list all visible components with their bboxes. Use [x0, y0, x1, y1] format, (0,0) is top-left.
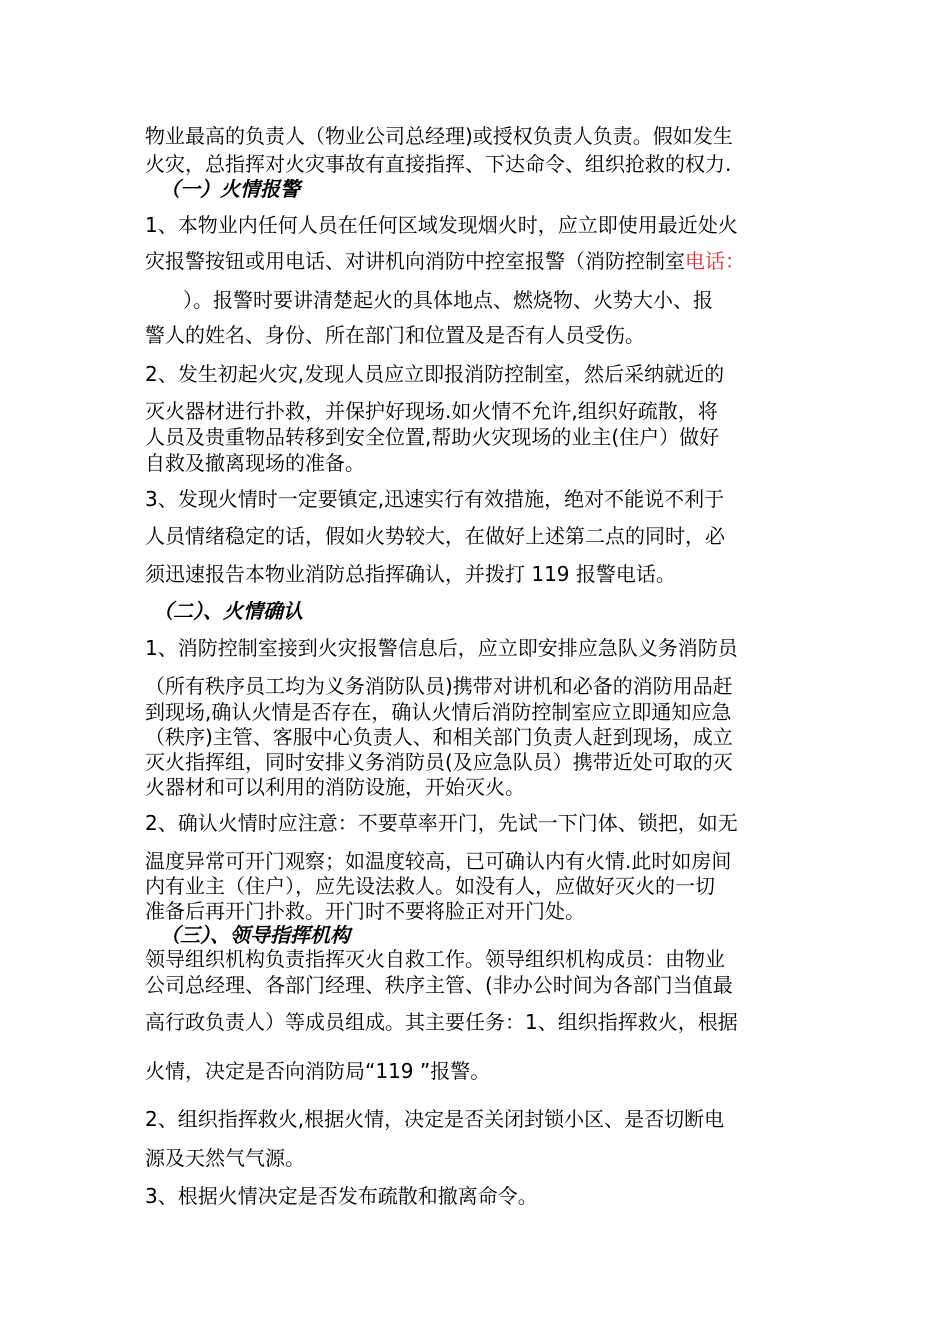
section-heading-command: （三）、领导指挥机构	[160, 923, 350, 947]
paragraph-line: 2、确认火情时应注意：不要草率开门，先试一下门体、锁把，如无	[145, 811, 738, 835]
paragraph-line	[145, 248, 745, 274]
paragraph-line: 领导组织机构负责指挥灭火自救工作。领导组织机构成员：由物业	[145, 947, 725, 971]
paragraph-line: 火器材和可以利用的消防设施，开始灭火。	[145, 775, 525, 799]
paragraph-line: 1、消防控制室接到火灾报警信息后，应立即安排应急队义务消防员	[145, 636, 738, 660]
paragraph-line: （所有秩序员工均为义务消防队员)携带对讲机和必备的消防用品赶	[145, 674, 733, 698]
paragraph-line: 2、组织指挥救火,根据火情，决定是否关闭封锁小区、是否切断电	[145, 1107, 725, 1131]
paragraph-line: 准备后再开门扑救。开门时不要将脸正对开门处。	[145, 899, 585, 923]
paragraph-line: （秩序)主管、客服中心负责人、和相关部门负责人赶到现场，成立	[145, 725, 733, 749]
intro-line: 物业最高的负责人（物业公司总经理)或授权负责人负责。假如发生	[145, 124, 733, 148]
paragraph-line: 公司总经理、各部门经理、秩序主管、(非办公时间为各部门当值最	[145, 973, 733, 997]
paragraph-line: 火情，决定是否向消防局“119 ”报警。	[145, 1059, 491, 1083]
paragraph-line: 1、本物业内任何人员在任何区域发现烟火时，应立即使用最近处火	[145, 213, 738, 237]
paragraph-line: 源及天然气气源。	[145, 1146, 305, 1170]
paragraph-line: 高行政负责人）等成员组成。其主要任务：1、组织指挥救火，根据	[145, 1010, 738, 1034]
paragraph-line: 内有业主（住户），应先设法救人。如没有人，应做好灭火的一切	[145, 874, 715, 898]
highlighted-phone-label: 电话：	[685, 249, 745, 273]
paragraph-line: 须迅速报告本物业消防总指挥确认，并拨打 119 报警电话。	[145, 562, 676, 586]
paragraph-line: ）。报警时要讲清楚起火的具体地点、燃烧物、火势大小、报	[183, 288, 713, 312]
paragraph-line: 自救及撤离现场的准备。	[145, 451, 365, 475]
paragraph-line: 到现场,确认火情是否存在，确认火情后消防控制室应立即通知应急	[145, 700, 732, 724]
paragraph-line: 人员情绪稳定的话，假如火势较大，在做好上述第二点的同时，必	[145, 524, 725, 548]
paragraph-line: 温度异常可开门观察；如温度较高，已可确认内有火情.此时如房间	[145, 849, 732, 873]
section-heading-fire-confirm: （二）、火情确认	[153, 599, 303, 623]
paragraph-line: 人员及贵重物品转移到安全位置,帮助火灾现场的业主(住户）做好	[145, 425, 720, 449]
paragraph-line: 3、发现火情时一定要镇定,迅速实行有效措施，绝对不能说不利于	[145, 487, 725, 511]
paragraph-text: 灾报警按钮或用电话、对讲机向消防中控室报警（消防控制室	[145, 249, 685, 273]
paragraph-line: 警人的姓名、身份、所在部门和位置及是否有人员受伤。	[145, 323, 645, 347]
intro-line: 火灾，总指挥对火灾事故有直接指挥、下达命令、组织抢救的权力.	[145, 152, 732, 176]
paragraph-line: 灭火器材进行扑救，并保护好现场.如火情不允许,组织好疏散，将	[145, 399, 718, 423]
paragraph-line: 灭火指挥组，同时安排义务消防员(及应急队员）携带近处可取的灭	[145, 750, 733, 774]
section-heading-fire-alarm: （一）火情报警	[160, 177, 300, 201]
paragraph-line: 2、发生初起火灾,发现人员应立即报消防控制室，然后采纳就近的	[145, 362, 725, 386]
paragraph-line: 3、根据火情决定是否发布疏散和撤离命令。	[145, 1184, 538, 1208]
